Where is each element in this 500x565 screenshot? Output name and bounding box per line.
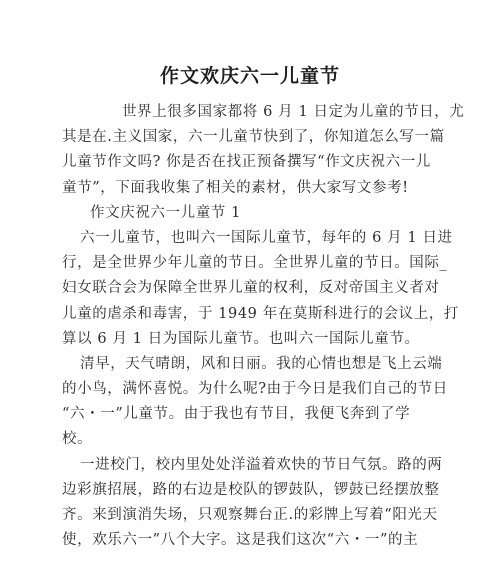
document-title: 作文欢庆六一儿童节 <box>159 65 340 87</box>
paragraph-line: 童节”，下面我收集了相关的素材，供大家写文参考! <box>62 179 409 196</box>
paragraph-line: 算以 6 月 1 日为国际儿童节。也叫六一国际儿童节。 <box>62 330 420 347</box>
paragraph-line: “六・一”儿童节。由于我也有节目，我便飞奔到了学 <box>62 406 411 423</box>
paragraph-line: 校。 <box>62 431 93 448</box>
paragraph-line: 边彩旗招展，路的右边是校队的锣鼓队，锣鼓已经摆放整 <box>62 481 440 498</box>
document-body <box>62 100 465 553</box>
paragraph-line: 一进校门，校内里处处洋溢着欢快的节日气氛。路的两 <box>80 456 443 473</box>
paragraph-line: 儿童节作文吗? 你是否在找正预备撰写“作文庆祝六一儿 <box>62 154 431 171</box>
paragraph-line: 的小鸟，满怀喜悦。为什么呢?由于今日是我们自己的节日 <box>62 381 448 398</box>
paragraph-line: 作文庆祝六一儿童节 1 <box>90 204 241 221</box>
paragraph-line: 妇女联合会为保障全世界儿童的权利，反对帝国主义者对 <box>62 280 440 297</box>
paragraph-line: 齐。来到演消失场，只观察舞台正.的彩牌上写着“阳光天 <box>62 507 438 523</box>
paragraph-line: 其是在.主义国家，六一儿童节快到了，你知道怎么写一篇 <box>62 129 445 146</box>
paragraph-line: 行，是全世界少年儿童的节日。全世界儿童的节日。国际_ <box>62 255 448 272</box>
paragraph-line: 六一儿童节，也叫六一国际儿童节，每年的 6 月 1 日进 <box>80 229 453 246</box>
paragraph-line: 儿童的虐杀和毒害，于 1949 年在莫斯科进行的会议上，打 <box>62 305 460 322</box>
paragraph-line: 使，欢乐六一”八个大字。这是我们这次“六・一”的主 <box>62 532 419 549</box>
paragraph-line: 世界上很多国家都将 6 月 1 日定为儿童的节日，尤 <box>122 104 465 120</box>
paragraph-line: 清早，天气晴朗，风和日丽。我的心情也想是飞上云端 <box>80 355 443 372</box>
